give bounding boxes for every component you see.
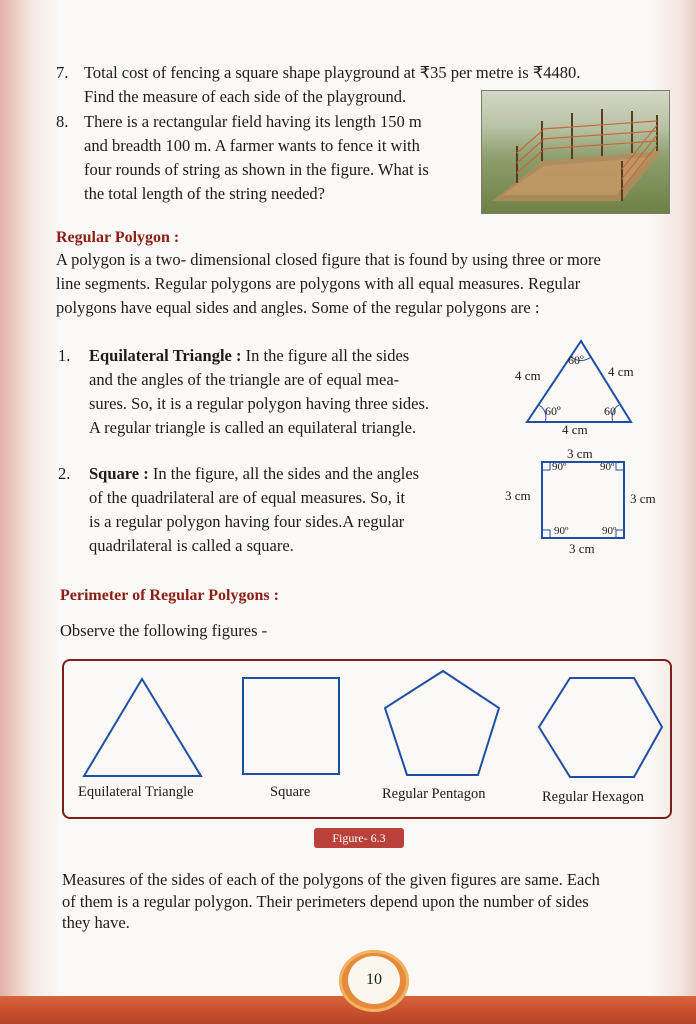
label-equilateral-triangle: Equilateral Triangle [78, 784, 194, 800]
question-7-number: 7. [56, 63, 69, 82]
question-8-line-3: four rounds of string as shown in the figure. What is [84, 160, 429, 179]
closing-line-2: of them is a regular polygon. Their perimeters depend upon the number of sides [62, 892, 589, 911]
question-8-line-2: and breadth 100 m. A farmer wants to fence it with [84, 136, 420, 155]
question-7-line-2: Find the measure of each side of the playground. [84, 87, 407, 106]
item-2-term: Square : [89, 464, 149, 483]
square-angle-top-right: 90º [600, 461, 615, 473]
question-8-number: 8. [56, 112, 69, 131]
triangle-left-side: 4 cm [515, 368, 541, 383]
equilateral-triangle-shape [84, 679, 201, 776]
square-shape [243, 678, 339, 774]
perimeter-heading: Perimeter of Regular Polygons : [60, 587, 279, 604]
fence-field-photo [481, 90, 670, 214]
square-right-side: 3 cm [630, 491, 656, 506]
item-2-first-rest: In the figure, all the sides and the angles [148, 464, 420, 483]
equilateral-triangle-diagram [515, 335, 645, 435]
square-top-side: 3 cm [567, 446, 593, 461]
triangle-left-angle: 60º [545, 404, 561, 418]
question-8-line-4: the total length of the string needed? [84, 184, 326, 203]
regular-polygon-line-2: line segments. Regular polygons are polygons with all equal measures. Regular [56, 274, 581, 293]
regular-polygon-line-3: polygons have equal sides and angles. Some of the regular polygons are : [56, 298, 540, 317]
label-regular-pentagon: Regular Pentagon [382, 786, 486, 802]
regular-polygon-line-1: A polygon is a two- dimensional closed figure that is found by using three or more [56, 250, 601, 269]
label-regular-hexagon: Regular Hexagon [542, 789, 644, 805]
triangle-bottom-side: 4 cm [562, 422, 588, 437]
regular-polygon-heading: Regular Polygon : [56, 229, 180, 246]
triangle-right-angle: 60 [604, 404, 616, 418]
item-1-line-3: sures. So, it is a regular polygon having three sides. [89, 394, 430, 413]
square-angle-bottom-right: 90º [602, 525, 617, 537]
square-angle-top-left: 90º [552, 461, 567, 473]
closing-line-1: Measures of the sides of each of the polygons of the given figures are same. Each [62, 870, 600, 889]
item-2-line-2: of the quadrilateral are of equal measures. So, it [89, 488, 406, 507]
question-7-line-1: Total cost of fencing a square shape playground at ₹35 per metre is ₹4480. [84, 63, 581, 82]
item-1-term: Equilateral Triangle : [89, 346, 242, 365]
item-2-number: 2. [58, 464, 71, 483]
regular-hexagon-shape [539, 678, 662, 777]
figure-tag: Figure- 6.3 [314, 828, 404, 848]
observe-text: Observe the following figures - [60, 621, 268, 640]
item-1-line-1 [89, 346, 409, 366]
closing-line-3: they have. [62, 913, 130, 932]
page-number: 10 [348, 956, 400, 1004]
item-1-first-rest: In the figure all the sides [241, 346, 410, 365]
item-1-number: 1. [58, 346, 71, 365]
item-1-line-2: and the angles of the triangle are of equal mea- [89, 370, 400, 389]
square-angle-bottom-left: 90º [554, 525, 569, 537]
item-2-line-1 [89, 464, 419, 484]
label-square: Square [270, 784, 311, 800]
triangle-right-side: 4 cm [608, 364, 634, 379]
question-8-line-1: There is a rectangular field having its length 150 m [84, 112, 422, 131]
square-left-side: 3 cm [505, 488, 531, 503]
triangle-top-angle: 60º [568, 353, 584, 367]
item-1-line-4: A regular triangle is called an equilateral triangle. [89, 418, 417, 437]
item-2-line-3: is a regular polygon having four sides.A regular [89, 512, 405, 531]
regular-pentagon-shape [385, 671, 499, 775]
square-bottom-side: 3 cm [569, 541, 595, 556]
item-2-line-4: quadrilateral is called a square. [89, 536, 294, 555]
